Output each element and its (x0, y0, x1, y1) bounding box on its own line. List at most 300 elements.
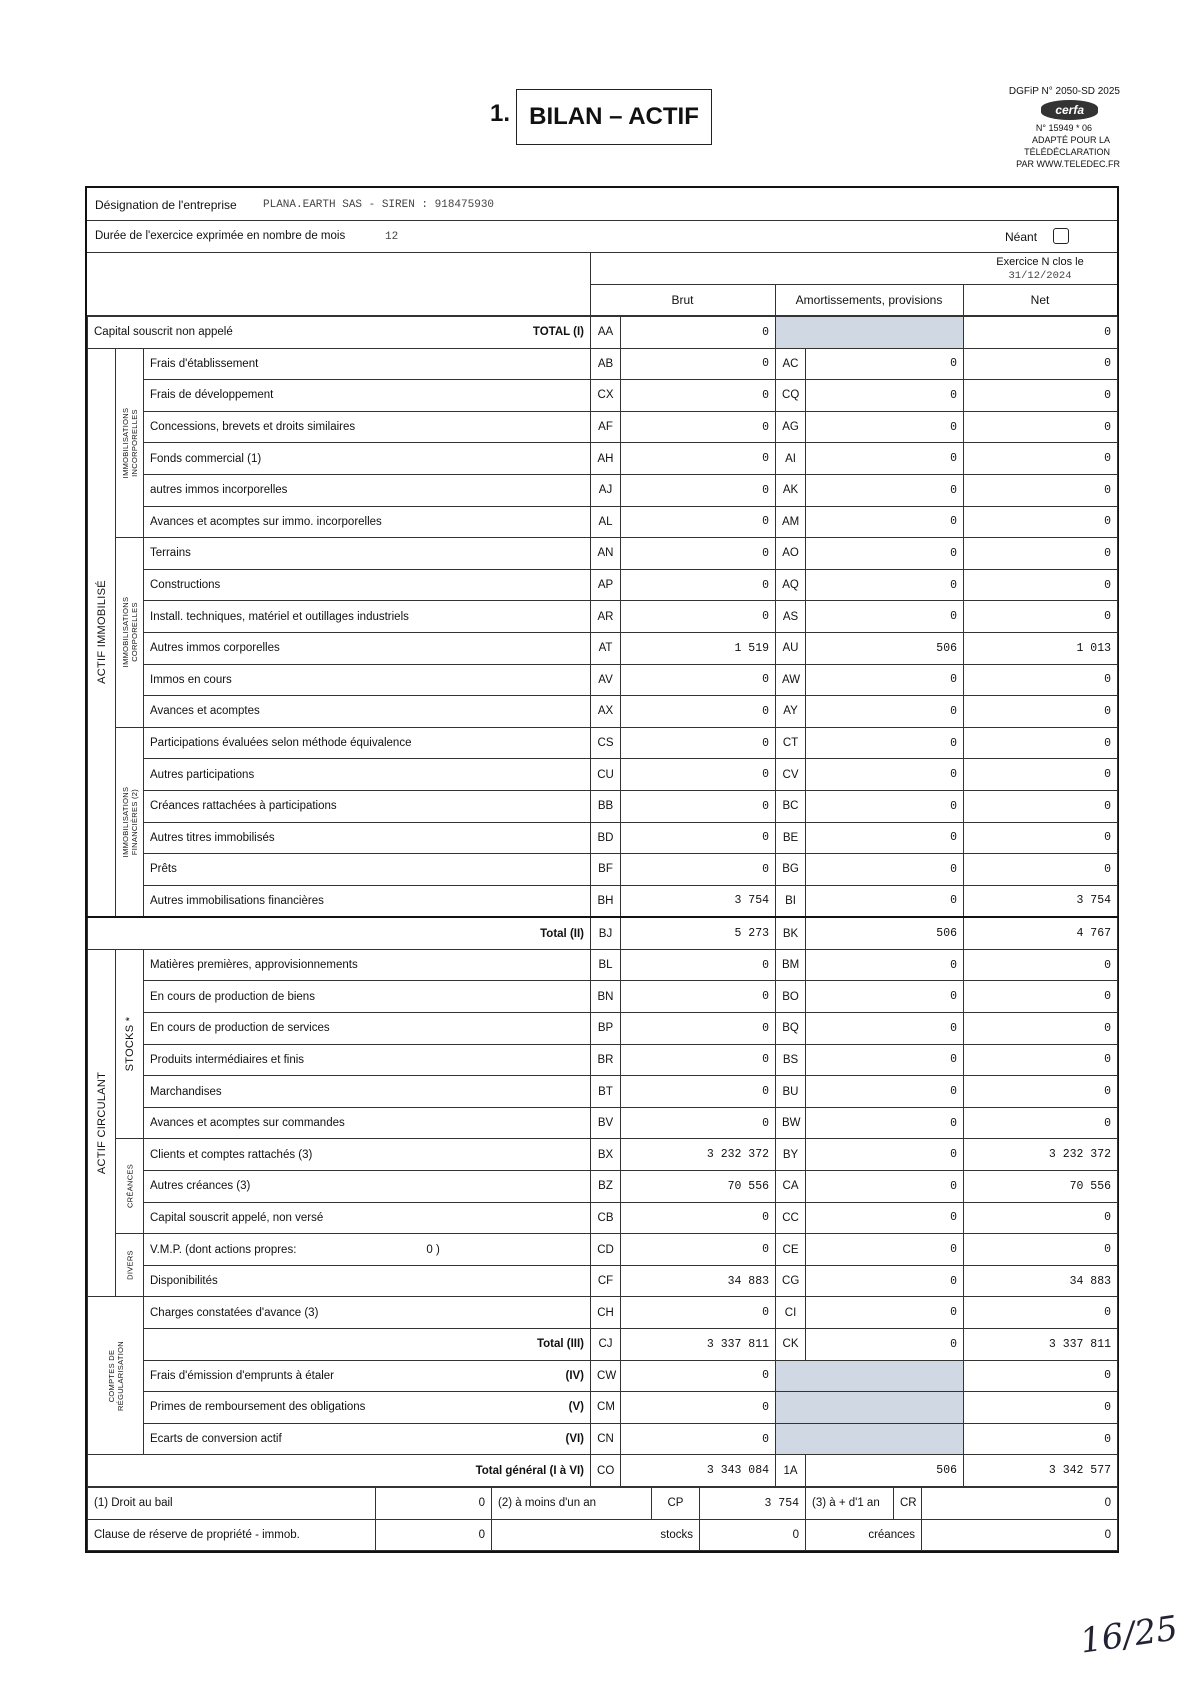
exercise-date: 31/12/2024 (1008, 270, 1072, 282)
amort-code: BG (776, 854, 806, 886)
brut-value[interactable]: 0 (621, 569, 776, 601)
total-general-row (88, 1455, 1118, 1487)
total-general-amort[interactable]: 506 (806, 1455, 964, 1487)
duration-row (87, 221, 1117, 253)
brut-code: BN (591, 981, 621, 1013)
brut-value[interactable]: 0 (621, 696, 776, 728)
cp-code: CP (652, 1487, 700, 1519)
row-label: Constructions (144, 569, 591, 601)
table-row (88, 632, 1118, 664)
footer-table (87, 1487, 1118, 1551)
amort-code: BC (776, 790, 806, 822)
brut-code: CW (591, 1360, 621, 1392)
net-value[interactable]: 0 (964, 569, 1118, 601)
brut-value[interactable]: 3 232 372 (621, 1139, 776, 1171)
capital-amort-disabled (776, 317, 964, 349)
net-value[interactable]: 0 (964, 981, 1118, 1013)
row-label: Charges constatées d'avance (3) (144, 1297, 591, 1329)
section-immo-incorp (116, 348, 144, 538)
brut-value[interactable]: 0 (621, 1234, 776, 1266)
amort-value[interactable]: 0 (806, 601, 964, 633)
reg-label-cell (144, 1423, 591, 1455)
table-row (88, 759, 1118, 791)
total-ii-amort[interactable]: 506 (806, 917, 964, 949)
total-iii-net[interactable]: 3 337 811 (964, 1329, 1118, 1361)
amort-code: BQ (776, 1013, 806, 1045)
brut-value[interactable]: 0 (621, 474, 776, 506)
capital-row (88, 317, 1118, 349)
brut-code: CN (591, 1423, 621, 1455)
company-row (87, 188, 1117, 221)
amort-code: AK (776, 474, 806, 506)
brut-code: CF (591, 1265, 621, 1297)
amort-value[interactable]: 0 (806, 1202, 964, 1234)
amort-code: CE (776, 1234, 806, 1266)
row-label: Autres immos corporelles (144, 632, 591, 664)
total-iii-row (88, 1329, 1118, 1361)
bilan-actif-form (85, 186, 1119, 1553)
table-row (88, 1360, 1118, 1392)
amort-code: BW (776, 1107, 806, 1139)
amort-code: CA (776, 1171, 806, 1203)
stocks-label: stocks (492, 1519, 700, 1551)
total-ii-label: Total (II) (88, 917, 591, 949)
section-creances-label: CRÉANCES (125, 1164, 134, 1209)
clause-stocks-value[interactable]: 0 (700, 1519, 806, 1551)
row-label: Produits intermédiaires et finis (144, 1044, 591, 1076)
amort-value[interactable]: 0 (806, 411, 964, 443)
amort-value[interactable]: 0 (806, 1076, 964, 1108)
moins-un-an-value[interactable]: 3 754 (700, 1487, 806, 1519)
total-iii-amort[interactable]: 0 (806, 1329, 964, 1361)
row-label: Primes de remboursement des obligations (150, 1401, 366, 1414)
net-value[interactable]: 0 (964, 348, 1118, 380)
net-value[interactable]: 0 (964, 474, 1118, 506)
net-value[interactable]: 0 (964, 443, 1118, 475)
cr-code: CR (894, 1487, 922, 1519)
net-value[interactable]: 0 (964, 664, 1118, 696)
net-value[interactable]: 0 (964, 411, 1118, 443)
total-ii-brut[interactable]: 5 273 (621, 917, 776, 949)
brut-value[interactable]: 0 (621, 981, 776, 1013)
row-label: Install. techniques, matériel et outillages industriels (144, 601, 591, 633)
footer-row-1 (88, 1487, 1118, 1519)
row-roman: (V) (568, 1401, 585, 1414)
amort-code: AC (776, 348, 806, 380)
amort-value[interactable]: 0 (806, 1265, 964, 1297)
capital-code: AA (591, 317, 621, 349)
brut-code: AP (591, 569, 621, 601)
net-value[interactable]: 0 (964, 1392, 1118, 1424)
table-row (88, 664, 1118, 696)
droit-bail-label: (1) Droit au bail (88, 1487, 376, 1519)
amort-value[interactable]: 0 (806, 981, 964, 1013)
brut-value[interactable]: 0 (621, 1392, 776, 1424)
capital-net[interactable]: 0 (964, 317, 1118, 349)
table-row (88, 1265, 1118, 1297)
section-actif-immobilise (88, 348, 116, 917)
table-row (88, 822, 1118, 854)
net-value[interactable]: 3 232 372 (964, 1139, 1118, 1171)
amort-code: AS (776, 601, 806, 633)
table-row (88, 1107, 1118, 1139)
row-label: Prêts (144, 854, 591, 886)
row-label: Autres participations (144, 759, 591, 791)
page-title: BILAN – ACTIF (516, 89, 712, 145)
amort-value[interactable]: 0 (806, 885, 964, 917)
amort-value[interactable]: 0 (806, 443, 964, 475)
row-label: Immos en cours (144, 664, 591, 696)
brut-value[interactable]: 0 (621, 1076, 776, 1108)
amort-value[interactable]: 0 (806, 1107, 964, 1139)
net-value[interactable]: 0 (964, 538, 1118, 570)
row-label: Concessions, brevets et droits similaires (144, 411, 591, 443)
section-actif-immobilise-label: ACTIF IMMOBILISÉ (95, 580, 108, 685)
section-comptes-reg (88, 1297, 144, 1455)
net-value[interactable]: 0 (964, 822, 1118, 854)
section-stocks-label: STOCKS * (123, 1016, 136, 1072)
amort-value[interactable]: 0 (806, 1044, 964, 1076)
total-general-label: Total général (I à VI) (88, 1455, 591, 1487)
amort-value[interactable]: 0 (806, 1013, 964, 1045)
table-row (88, 790, 1118, 822)
table-row (88, 1139, 1118, 1171)
amort-value[interactable]: 0 (806, 664, 964, 696)
brut-code: BT (591, 1076, 621, 1108)
table-row (88, 601, 1118, 633)
row-label: Avances et acomptes sur immo. incorporelles (144, 506, 591, 538)
net-value[interactable]: 0 (964, 380, 1118, 412)
brut-value[interactable]: 0 (621, 949, 776, 981)
brut-value[interactable]: 0 (621, 380, 776, 412)
brut-value[interactable]: 0 (621, 727, 776, 759)
net-value[interactable]: 0 (964, 1107, 1118, 1139)
brut-code: AL (591, 506, 621, 538)
exercise-label: Exercice N clos le (996, 256, 1084, 268)
amort-code: CT (776, 727, 806, 759)
amort-value[interactable]: 0 (806, 949, 964, 981)
row-label: Fonds commercial (1) (144, 443, 591, 475)
amort-value[interactable]: 0 (806, 538, 964, 570)
net-value[interactable]: 0 (964, 1076, 1118, 1108)
total-iii-label: Total (III) (144, 1329, 591, 1361)
amort-value[interactable]: 0 (806, 348, 964, 380)
row-label: Autres immobilisations financières (144, 885, 591, 917)
row-label: Ecarts de conversion actif (150, 1433, 282, 1446)
amort-value[interactable]: 0 (806, 854, 964, 886)
brut-value[interactable]: 3 754 (621, 885, 776, 917)
net-value[interactable]: 70 556 (964, 1171, 1118, 1203)
table-row (88, 1423, 1118, 1455)
row-label: En cours de production de services (144, 1013, 591, 1045)
net-value[interactable]: 0 (964, 1360, 1118, 1392)
amort-code: AQ (776, 569, 806, 601)
row-label: Autres titres immobilisés (144, 822, 591, 854)
table-row (88, 474, 1118, 506)
neant-checkbox[interactable] (1053, 228, 1069, 244)
brut-code: CB (591, 1202, 621, 1234)
amort-value[interactable]: 0 (806, 1234, 964, 1266)
table-row (88, 1076, 1118, 1108)
brut-code: BR (591, 1044, 621, 1076)
amort-code: AU (776, 632, 806, 664)
creances-label: créances (806, 1519, 922, 1551)
net-value[interactable]: 0 (964, 1013, 1118, 1045)
amort-value[interactable]: 0 (806, 790, 964, 822)
total-general-brut[interactable]: 3 343 084 (621, 1455, 776, 1487)
brut-value[interactable]: 1 519 (621, 632, 776, 664)
row-label: Avances et acomptes sur commandes (144, 1107, 591, 1139)
net-value[interactable]: 0 (964, 601, 1118, 633)
amort-code: AI (776, 443, 806, 475)
row-label: Disponibilités (144, 1265, 591, 1297)
brut-value[interactable]: 0 (621, 822, 776, 854)
net-value[interactable]: 0 (964, 854, 1118, 886)
section-immo-corp-label: IMMOBILISATIONS CORPORELLES (120, 597, 139, 668)
brut-code: BF (591, 854, 621, 886)
brut-code: BX (591, 1139, 621, 1171)
table-row (88, 727, 1118, 759)
header-line-3: PAR WWW.TELEDEC.FR (1016, 159, 1120, 169)
droit-bail-value[interactable]: 0 (376, 1487, 492, 1519)
table-row (88, 949, 1118, 981)
total-general-c1: CO (591, 1455, 621, 1487)
net-value[interactable]: 0 (964, 1234, 1118, 1266)
net-value[interactable]: 0 (964, 696, 1118, 728)
table-row (88, 538, 1118, 570)
section-actif-circulant (88, 949, 116, 1297)
brut-code: CX (591, 380, 621, 412)
duration-label: Durée de l'exercice exprimée en nombre de mois (95, 230, 346, 242)
column-header-row (87, 253, 1117, 316)
row-label: autres immos incorporelles (144, 474, 591, 506)
amort-code: CQ (776, 380, 806, 412)
net-value[interactable]: 3 754 (964, 885, 1118, 917)
row-label-text: V.M.P. (dont actions propres: (150, 1243, 297, 1256)
row-label: Participations évaluées selon méthode équivalence (144, 727, 591, 759)
amort-disabled (776, 1423, 964, 1455)
form-header (980, 86, 1120, 170)
table-row (88, 1044, 1118, 1076)
vmp-actions-propres-value[interactable]: 0 ) (426, 1243, 440, 1256)
brut-value[interactable]: 0 (621, 790, 776, 822)
row-label: Terrains (144, 538, 591, 570)
brut-code: BP (591, 1013, 621, 1045)
amort-code: BU (776, 1076, 806, 1108)
amort-value[interactable]: 0 (806, 1297, 964, 1329)
table-row (88, 981, 1118, 1013)
brut-code: BB (591, 790, 621, 822)
table-row (88, 854, 1118, 886)
brut-value[interactable]: 0 (621, 601, 776, 633)
brut-value[interactable]: 0 (621, 1423, 776, 1455)
company-value[interactable]: PLANA.EARTH SAS - SIREN : 918475930 (263, 199, 495, 211)
row-label: Frais d'établissement (144, 348, 591, 380)
col-amort: Amortissements, provisions (795, 293, 943, 307)
cerfa-logo: cerfa (1041, 100, 1098, 120)
plus-un-an-value[interactable]: 0 (922, 1487, 1118, 1519)
net-value[interactable]: 0 (964, 949, 1118, 981)
amort-code: BE (776, 822, 806, 854)
brut-value[interactable]: 0 (621, 664, 776, 696)
exercise-header (963, 253, 1117, 283)
total-iii-c1: CJ (591, 1329, 621, 1361)
amort-code: AM (776, 506, 806, 538)
total-ii-row (88, 917, 1118, 949)
brut-code: CM (591, 1392, 621, 1424)
brut-value[interactable]: 0 (621, 1044, 776, 1076)
clause-immob-value[interactable]: 0 (376, 1519, 492, 1551)
amort-value[interactable]: 0 (806, 1171, 964, 1203)
amort-disabled (776, 1360, 964, 1392)
section-actif-circulant-label: ACTIF CIRCULANT (95, 1072, 108, 1175)
row-label: Frais de développement (144, 380, 591, 412)
section-comptes-reg-label: COMPTES DE RÉGULARISATION (106, 1340, 125, 1411)
net-value[interactable]: 0 (964, 790, 1118, 822)
brut-code: BZ (591, 1171, 621, 1203)
brut-code: CD (591, 1234, 621, 1266)
plus-un-an-label: (3) à + d'1 an (806, 1487, 894, 1519)
neant-label: Néant (1005, 230, 1038, 244)
amort-value[interactable]: 0 (806, 696, 964, 728)
brut-value[interactable]: 0 (621, 854, 776, 886)
net-value[interactable]: 0 (964, 1202, 1118, 1234)
total-iii-c2: CK (776, 1329, 806, 1361)
table-row (88, 411, 1118, 443)
cerfa-number: N° 15949 * 06 (1035, 123, 1092, 133)
brut-value[interactable]: 0 (621, 1202, 776, 1234)
form-ref: DGFiP N° 2050-SD 2025 (1008, 86, 1120, 97)
amort-code: BY (776, 1139, 806, 1171)
brut-value[interactable]: 0 (621, 1360, 776, 1392)
table-row (88, 569, 1118, 601)
table-row (88, 443, 1118, 475)
section-immo-incorp-label: IMMOBILISATIONS INCORPORELLES (120, 407, 139, 479)
row-label: Matières premières, approvisionnements (144, 949, 591, 981)
capital-label: Capital souscrit non appelé (94, 326, 233, 339)
total-general-net[interactable]: 3 342 577 (964, 1455, 1118, 1487)
net-value[interactable]: 0 (964, 1423, 1118, 1455)
amort-value[interactable]: 506 (806, 632, 964, 664)
net-value[interactable]: 0 (964, 727, 1118, 759)
row-label: Autres créances (3) (144, 1171, 591, 1203)
table-row (88, 1392, 1118, 1424)
brut-value[interactable]: 0 (621, 411, 776, 443)
brut-code: AR (591, 601, 621, 633)
brut-value[interactable]: 0 (621, 1297, 776, 1329)
brut-value[interactable]: 70 556 (621, 1171, 776, 1203)
brut-code: BV (591, 1107, 621, 1139)
brut-value[interactable]: 34 883 (621, 1265, 776, 1297)
amort-code: BO (776, 981, 806, 1013)
amort-code: AO (776, 538, 806, 570)
net-value[interactable]: 0 (964, 759, 1118, 791)
amort-value[interactable]: 0 (806, 727, 964, 759)
brut-code: CS (591, 727, 621, 759)
net-value[interactable]: 34 883 (964, 1265, 1118, 1297)
brut-value[interactable]: 0 (621, 443, 776, 475)
net-value[interactable]: 0 (964, 1044, 1118, 1076)
section-stocks (116, 949, 144, 1139)
amort-code: CI (776, 1297, 806, 1329)
brut-code: AV (591, 664, 621, 696)
amort-code: AW (776, 664, 806, 696)
clause-creances-value[interactable]: 0 (922, 1519, 1118, 1551)
moins-un-an-label: (2) à moins d'un an (492, 1487, 652, 1519)
amort-value[interactable]: 0 (806, 569, 964, 601)
section-creances (116, 1139, 144, 1234)
amort-value[interactable]: 0 (806, 474, 964, 506)
brut-code: AN (591, 538, 621, 570)
brut-code: AJ (591, 474, 621, 506)
bilan-table (87, 316, 1118, 1487)
amort-code: BS (776, 1044, 806, 1076)
table-row (88, 885, 1118, 917)
amort-code: CV (776, 759, 806, 791)
brut-value[interactable]: 0 (621, 506, 776, 538)
table-row (88, 380, 1118, 412)
row-label: En cours de production de biens (144, 981, 591, 1013)
brut-code: AT (591, 632, 621, 664)
net-value[interactable]: 0 (964, 1297, 1118, 1329)
brut-code: CU (591, 759, 621, 791)
col-net: Net (1030, 293, 1050, 307)
amort-disabled (776, 1392, 964, 1424)
header-line-2: TÉLÉDÉCLARATION (1024, 147, 1110, 157)
duration-value[interactable]: 12 (385, 231, 399, 243)
net-value[interactable]: 1 013 (964, 632, 1118, 664)
table-row (88, 1202, 1118, 1234)
brut-code: BD (591, 822, 621, 854)
amort-value[interactable]: 0 (806, 1139, 964, 1171)
amort-code: BI (776, 885, 806, 917)
reg-label-cell (144, 1392, 591, 1424)
section-divers-label: DIVERS (125, 1250, 134, 1281)
brut-value[interactable]: 0 (621, 759, 776, 791)
table-row (88, 1013, 1118, 1045)
total-ii-net[interactable]: 4 767 (964, 917, 1118, 949)
table-row (88, 696, 1118, 728)
row-label: Avances et acomptes (144, 696, 591, 728)
total-ii-c1: BJ (591, 917, 621, 949)
capital-total-label: TOTAL (I) (532, 326, 585, 339)
net-value[interactable]: 0 (964, 506, 1118, 538)
clause-label: Clause de réserve de propriété - immob. (88, 1519, 376, 1551)
row-roman: (IV) (565, 1369, 585, 1382)
brut-code: AX (591, 696, 621, 728)
brut-value[interactable]: 0 (621, 538, 776, 570)
section-immo-corp (116, 538, 144, 728)
row-label: Créances rattachées à participations (144, 790, 591, 822)
table-row (88, 348, 1118, 380)
amort-value[interactable]: 0 (806, 506, 964, 538)
amort-value[interactable]: 0 (806, 759, 964, 791)
amort-code: CC (776, 1202, 806, 1234)
page-number-handwritten: 16/25 (1077, 1608, 1181, 1662)
amort-value[interactable]: 0 (806, 822, 964, 854)
amort-value[interactable]: 0 (806, 380, 964, 412)
section-immo-fin-label: IMMOBILISATIONS FINANCIÈRES (2) (120, 786, 139, 858)
amort-code: AG (776, 411, 806, 443)
row-roman: (VI) (565, 1433, 585, 1446)
total-ii-c2: BK (776, 917, 806, 949)
capital-brut[interactable]: 0 (621, 317, 776, 349)
title-number: 1. (490, 100, 511, 127)
brut-value[interactable]: 0 (621, 348, 776, 380)
brut-value[interactable]: 0 (621, 1013, 776, 1045)
brut-value[interactable]: 0 (621, 1107, 776, 1139)
total-iii-brut[interactable]: 3 337 811 (621, 1329, 776, 1361)
